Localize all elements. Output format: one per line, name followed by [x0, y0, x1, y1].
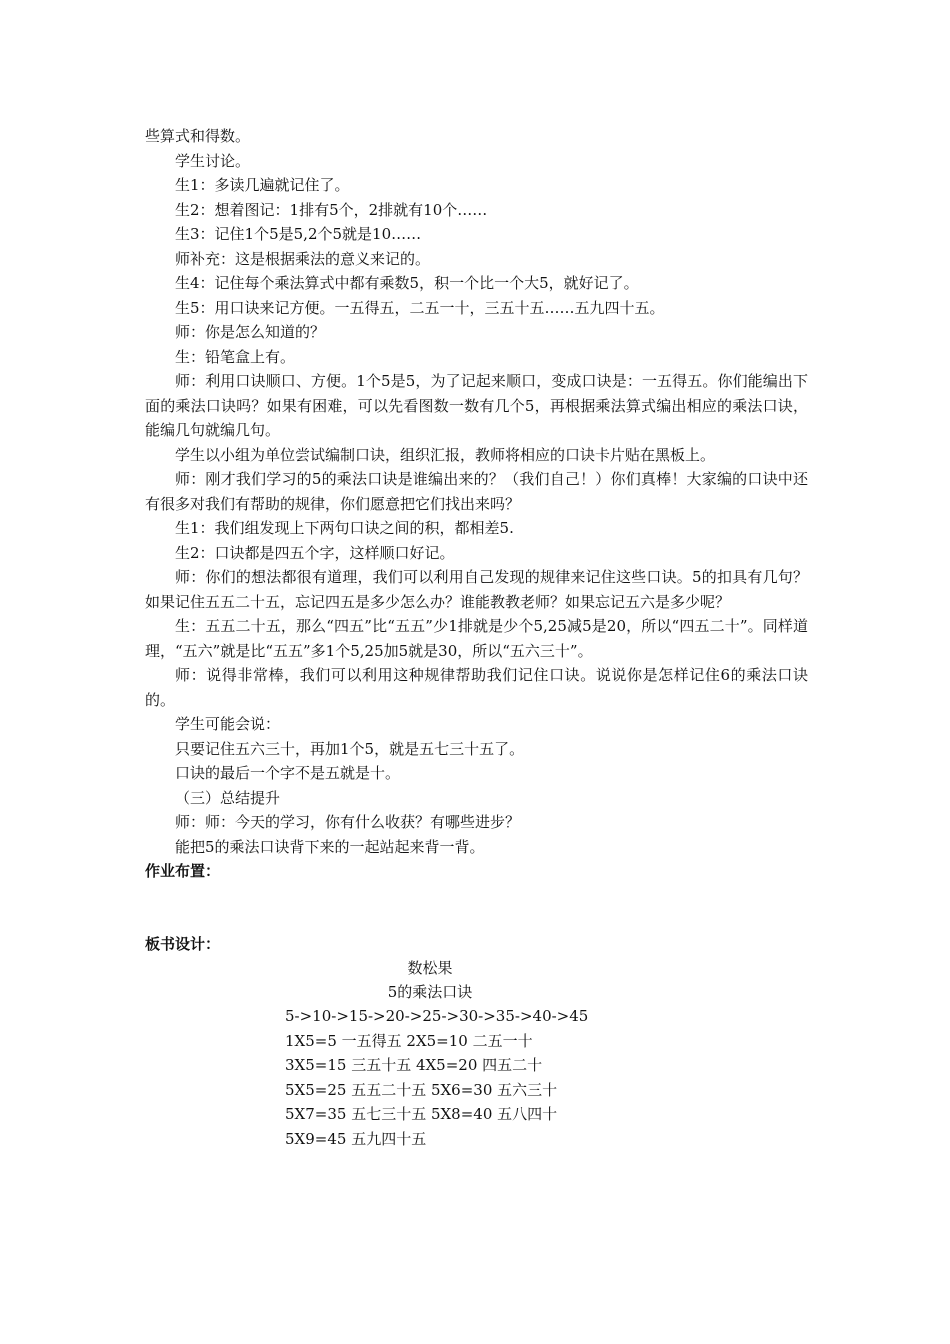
paragraph: 些算式和得数。 [145, 127, 251, 145]
paragraph: 师：你是怎么知道的？ [175, 323, 326, 341]
board-title: 数松果 [407, 959, 453, 977]
paragraph: 学生以小组为单位尝试编制口诀，组织汇报，教师将相应的口诀卡片贴在黑板上。 [175, 445, 716, 464]
paragraph: 师：说得非常棒，我们可以利用这种规律帮助我们记住口诀。说说你是怎样记住6的乘法口诀的。 [145, 666, 808, 709]
paragraph: 学生讨论。 [175, 151, 251, 170]
paragraph: 师：你们的想法都很有道理，我们可以利用自己发现的规律来记住这些口诀。5的扣具有几句？如果记住五五二十五，忘记四五是多少怎么办？谁能教教老师？如果忘记五六是多少呢？ [145, 568, 808, 611]
board-line: 1X5=5 一五得五 2X5=10 二五一十 [285, 1032, 533, 1050]
document-page [145, 124, 808, 1186]
spacer [145, 884, 808, 932]
paragraph: 生4：记住每个乘法算式中都有乘数5，积一个比一个大5，就好记了。 [175, 274, 639, 292]
paragraph: 生3：记住1个5是5,2个5就是10…… [175, 225, 422, 243]
paragraph: 只要记住五六三十，再加1个5，就是五七三十五了。 [175, 739, 525, 758]
paragraph: 生：铅笔盒上有。 [175, 347, 296, 366]
board-subtitle: 5的乘法口诀 [387, 983, 473, 1001]
homework-heading: 作业布置： [145, 862, 221, 880]
paragraph: 生1：我们组发现上下两句口诀之间的积，都相差5. [175, 519, 514, 537]
paragraph: 生2：口诀都是四五个字，这样顺口好记。 [175, 543, 455, 562]
board-line: 5->10->15->20->25->30->35->40->45 [285, 1007, 589, 1025]
paragraph: 师补充：这是根据乘法的意义来记的。 [175, 249, 431, 268]
paragraph: 学生可能会说： [175, 715, 281, 733]
paragraph: 师：利用口诀顺口、方便。1个5是5，为了记起来顺口，变成口诀是：一五得五。你们能编出下面的乘法口诀吗？如果有困难，可以先看图数一数有几个5，再根据乘法算式编出相应的乘法口诀，能编几句就编几句。 [145, 372, 808, 439]
board-heading: 板书设计： [145, 934, 221, 953]
paragraph: 口诀的最后一个字不是五就是十。 [175, 764, 401, 782]
board-line: 5X7=35 五七三十五 5X8=40 五八四十 [285, 1105, 558, 1123]
board-design [145, 956, 808, 1186]
paragraph: 生5：用口诀来记方便。一五得五，二五一十，三五十五……五九四十五。 [175, 298, 665, 317]
board-line: 5X9=45 五九四十五 [285, 1130, 427, 1148]
board-line: 3X5=15 三五十五 4X5=20 四五二十 [285, 1056, 543, 1074]
paragraph: 能把5的乘法口诀背下来的一起站起来背一背。 [175, 837, 485, 856]
paragraph: 生2：想着图记：1排有5个，2排就有10个…… [175, 200, 488, 219]
paragraph: （三）总结提升 [175, 788, 281, 807]
paragraph: 师：刚才我们学习的5的乘法口诀是谁编出来的？（我们自己！）你们真棒！大家编的口诀中还有很多对我们有帮助的规律，你们愿意把它们找出来吗？ [145, 470, 808, 513]
paragraph: 生：五五二十五，那么“四五”比“五五”少1排就是少个5,25减5是20，所以“四五二十”。同样道理，“五六”就是比“五五”多1个5,25加5就是30，所以“五六三十”。 [145, 617, 808, 660]
board-line: 5X5=25 五五二十五 5X6=30 五六三十 [285, 1081, 558, 1099]
paragraph: 师：师：今天的学习，你有什么收获？有哪些进步？ [175, 813, 521, 831]
paragraph: 生1：多读几遍就记住了。 [175, 176, 350, 194]
